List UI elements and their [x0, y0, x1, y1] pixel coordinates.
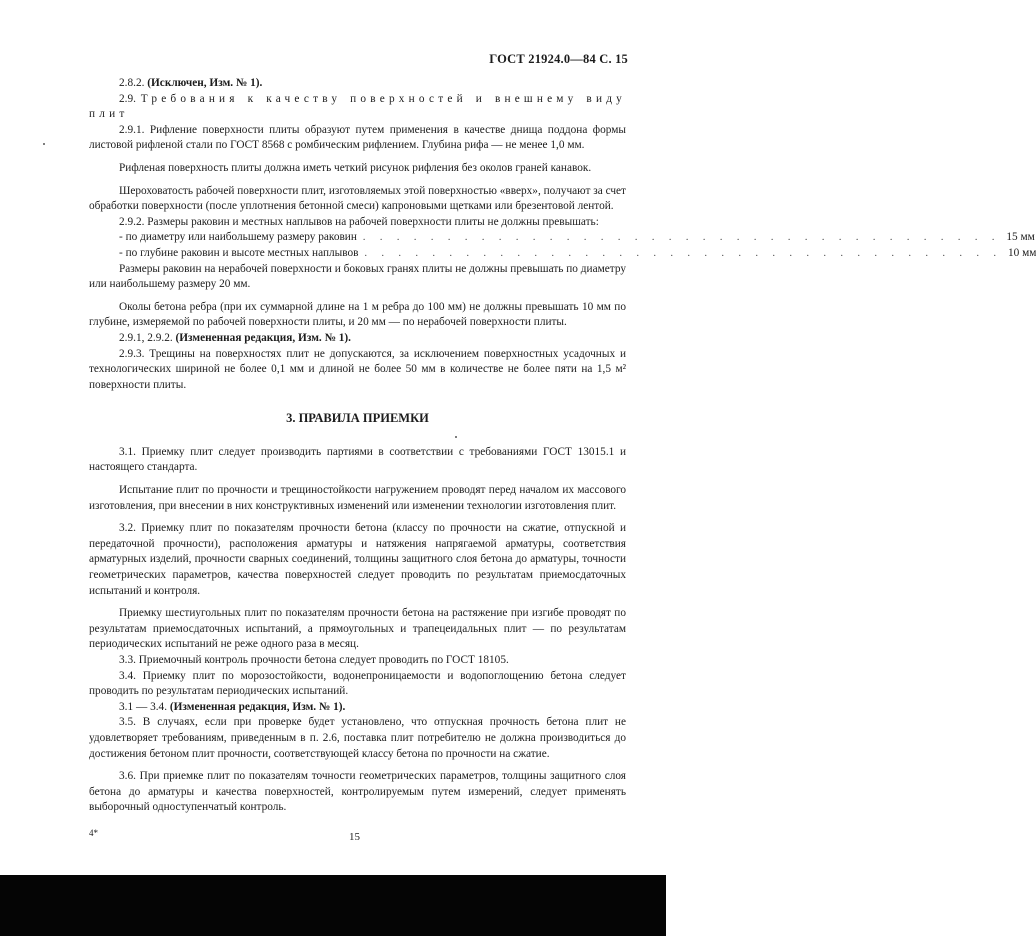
paragraph-ispytanie: Испытание плит по прочности и трещиностойкости нагружением проводят перед началом их массового изготовления, при внесении в них конструктивных изменений или изменении технологии изготовления плит. — [89, 484, 626, 512]
page-header: ГОСТ 21924.0—84 С. 15 — [489, 52, 628, 66]
paragraph-3-5: 3.5. В случаях, если при проверке будет установлено, что отпускная прочность бетона плит не удовлетворяет требованиям, приведенным в п. 2.6, поставка плит потребителю не должна производиться до достижения бетоном плит прочности, соответствующей классу бетона по прочности на сжатие. — [89, 716, 626, 760]
scan-speck — [43, 143, 45, 145]
limit-row — [89, 230, 1035, 246]
limit-row — [89, 246, 1036, 262]
paragraph-3-3: 3.3. Приемочный контроль прочности бетона следует проводить по ГОСТ 18105. — [119, 654, 509, 666]
paragraph-sherohovatost: Шероховатость рабочей поверхности плит, изготовляемых этой поверхностью «вверх», получают за счет обработки поверхности (после уплотнения бетонной смеси) капроновыми щетками или брезентовой лентой. — [89, 184, 626, 213]
paragraph-2-9-2: 2.9.2. Размеры раковин и местных наплывов на рабочей поверхности плиты не должны превышать: — [119, 215, 599, 228]
limit-label: - по диаметру или наибольшему размеру раковин — [119, 231, 357, 244]
scan-speck — [455, 436, 457, 438]
paragraph-3-4: 3.4. Приемку плит по морозостойкости, водонепроницаемости и водопоглощению бетона следует проводить по результатам периодических испытаний. — [89, 669, 626, 698]
limit-value: 15 мм — [1006, 231, 1035, 244]
page-number: 15 — [349, 831, 360, 843]
paragraph-2-9 — [89, 92, 626, 123]
leader-dots: . . . . . . . . . . . . . . . . . . . . . . . . . . . . . . . . . . . . . . — [364, 247, 1002, 259]
clause-number: 2.8.2. — [119, 77, 145, 89]
clause-number: 3.1 — 3.4. — [119, 700, 168, 713]
leader-dots: . . . . . . . . . . . . . . . . . . . . . . . . . . . . . . . . . . . . . . — [362, 232, 1001, 244]
paragraph-nerabochey: Размеры раковин на нерабочей поверхности и боковых гранях плиты не должны превышать по диаметру или наибольшему размеру 20 мм. — [89, 262, 626, 291]
amendment-note: (Измененная редакция, Изм. № 1). — [175, 331, 351, 344]
paragraph-2-9-1: 2.9.1. Рифление поверхности плиты образуют путем применения в качестве днища поддона формы листовой рифленой стали по ГОСТ 8568 с ромбическим рифлением. Глубина рифа — не менее 1,0 мм. — [89, 123, 626, 152]
amendment-note: (Измененная редакция, Изм. № 1). — [169, 700, 346, 713]
paragraph-3-1: 3.1. Приемку плит следует производить партиями в соответствии с требованиями ГОСТ 13015.1 и настоящего стандарта. — [89, 445, 626, 474]
document-body — [89, 76, 1036, 816]
paragraph-shestiugolnyh: Приемку шестиугольных плит по показателям прочности бетона на растяжение при изгибе проводят по результатам приемосдаточных испытаний, а прямоугольных и трапецеидальных плит — по результатам периодических испытаний не реже одного раза в месяц. — [89, 607, 626, 651]
paragraph-amendment-2 — [89, 700, 626, 716]
clause-number: 2.9. — [119, 92, 136, 105]
paragraph-amendment-1 — [89, 331, 626, 347]
limit-label: - по глубине раковин и высоте местных наплывов — [119, 246, 359, 259]
paragraph-2-8-2 — [89, 76, 626, 92]
section-heading: 3. ПРАВИЛА ПРИЕМКИ — [286, 411, 429, 426]
scan-border — [0, 875, 666, 936]
paragraph-3-2: 3.2. Приемку плит по показателям прочности бетона (классу по прочности на сжатие, отпускной и передаточной прочности), расположения арматуры и натяжения напрягаемой арматуры, соответствия арматурных изделий, прочности сварных соединений, толщины защитного слоя бетона до арматуры, точности геометрических параметров, качества поверхностей следует проводить по результатам приемосдаточных испытаний и контроля. — [89, 522, 626, 597]
paragraph-2-9-3: 2.9.3. Трещины на поверхностях плит не допускаются, за исключением поверхностных усадочных и технологических шириной не более 0,1 мм и длиной не более 50 мм в количестве не более пяти на 1,5 м² поверхности плиты. — [89, 347, 626, 391]
clause-number: 2.9.1, 2.9.2. — [119, 331, 173, 344]
amendment-note: (Исключен, Изм. № 1). — [147, 77, 263, 89]
limit-value: 10 мм — [1007, 246, 1036, 259]
paragraph-riflenaya: Рифленая поверхность плиты должна иметь четкий рисунок рифления без околов граней канавок. — [119, 161, 592, 174]
clause-title: Требования к качеству поверхностей и внешнему виду плит — [89, 92, 626, 121]
paragraph-okoly: Околы бетона ребра (при их суммарной длине на 1 м ребра до 100 мм) не должны превышать 10 мм по глубине, измеряемой по рабочей поверхности плиты, и 20 мм — по нерабочей поверхности плиты. — [89, 300, 626, 329]
signature-mark: 4* — [89, 828, 98, 838]
paragraph-3-6: 3.6. При приемке плит по показателям точности геометрических параметров, толщины защитного слоя бетона до арматуры и качества поверхностей, контролируемым путем измерений, следует применять выборочный одноступенчатый контроль. — [89, 770, 626, 814]
